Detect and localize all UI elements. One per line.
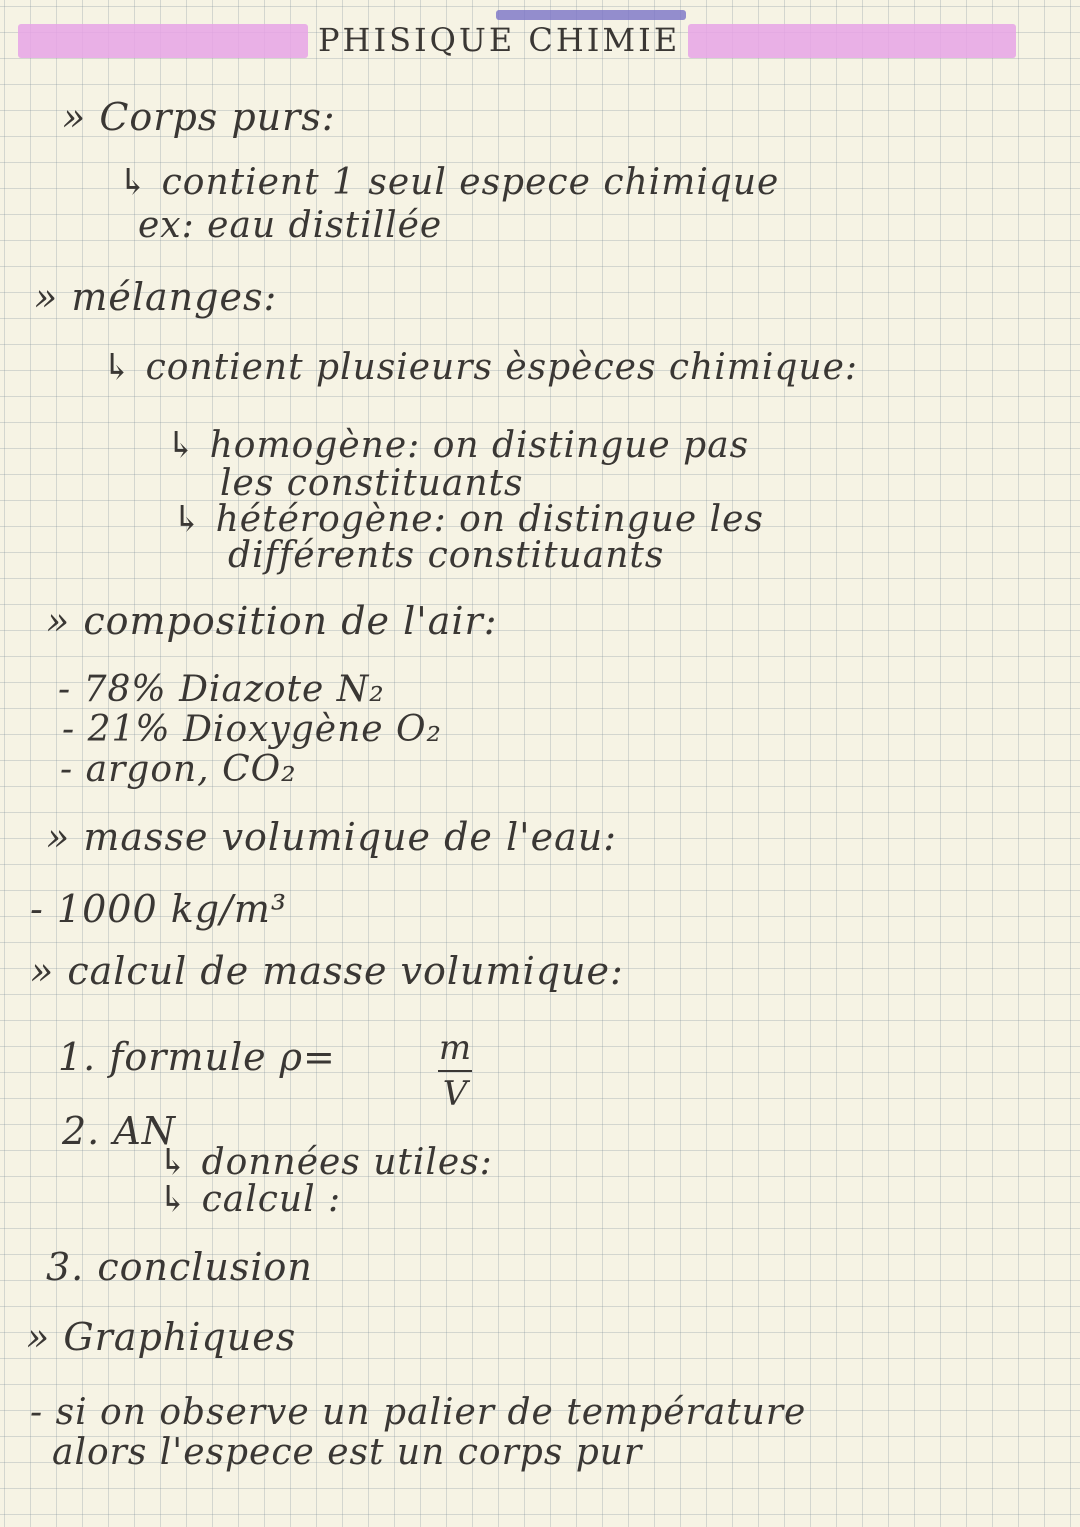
homogene-continuation: les constituants: [220, 463, 524, 504]
title-highlight-right: [688, 24, 1016, 58]
formula-numerator: m: [438, 1028, 472, 1068]
air-composition-item: - 21% Dioxygène O₂: [62, 709, 442, 750]
title-highlight-left: [18, 24, 308, 58]
step-conclusion: 3. conclusion: [46, 1245, 313, 1289]
graphiques-note: - si on observe un palier de température: [30, 1392, 807, 1433]
graphiques-note-continuation: alors l'espece est un corps pur: [52, 1432, 643, 1473]
formula-fraction: [438, 1028, 472, 1114]
air-composition-item: - 78% Diazote N₂: [58, 669, 385, 710]
step-formula: 1. formule ρ=: [58, 1035, 336, 1079]
air-composition-item: - argon, CO₂: [60, 749, 297, 790]
heterogene-definition: ↳ hétérogène: on distingue les: [172, 499, 764, 540]
section-heading-air: » composition de l'air:: [46, 599, 498, 643]
corps-purs-example: ex: eau distillée: [138, 205, 443, 246]
melanges-definition: ↳ contient plusieurs èspèces chimique:: [102, 347, 859, 388]
section-heading-masse-volumique: » masse volumique de l'eau:: [46, 815, 618, 859]
title-highlight-mark: [496, 10, 686, 20]
section-heading-corps-purs: » Corps purs:: [62, 95, 336, 139]
step-an-donnees: ↳ données utiles:: [158, 1142, 493, 1183]
fraction-bar: [438, 1070, 472, 1072]
section-heading-melanges: » mélanges:: [34, 275, 278, 319]
heterogene-continuation: différents constituants: [228, 535, 665, 576]
page-title: PHISIQUE CHIMIE: [318, 21, 681, 59]
masse-volumique-value: - 1000 kg/m³: [30, 887, 288, 931]
step-an-calcul: ↳ calcul :: [158, 1179, 342, 1220]
homogene-definition: ↳ homogène: on distingue pas: [166, 425, 750, 466]
corps-purs-definition: ↳ contient 1 seul espece chimique: [118, 162, 780, 203]
formula-denominator: V: [442, 1074, 468, 1114]
section-heading-graphiques: » Graphiques: [26, 1315, 297, 1359]
step-an: 2. AN: [62, 1109, 177, 1153]
section-heading-calcul: » calcul de masse volumique:: [30, 949, 624, 993]
